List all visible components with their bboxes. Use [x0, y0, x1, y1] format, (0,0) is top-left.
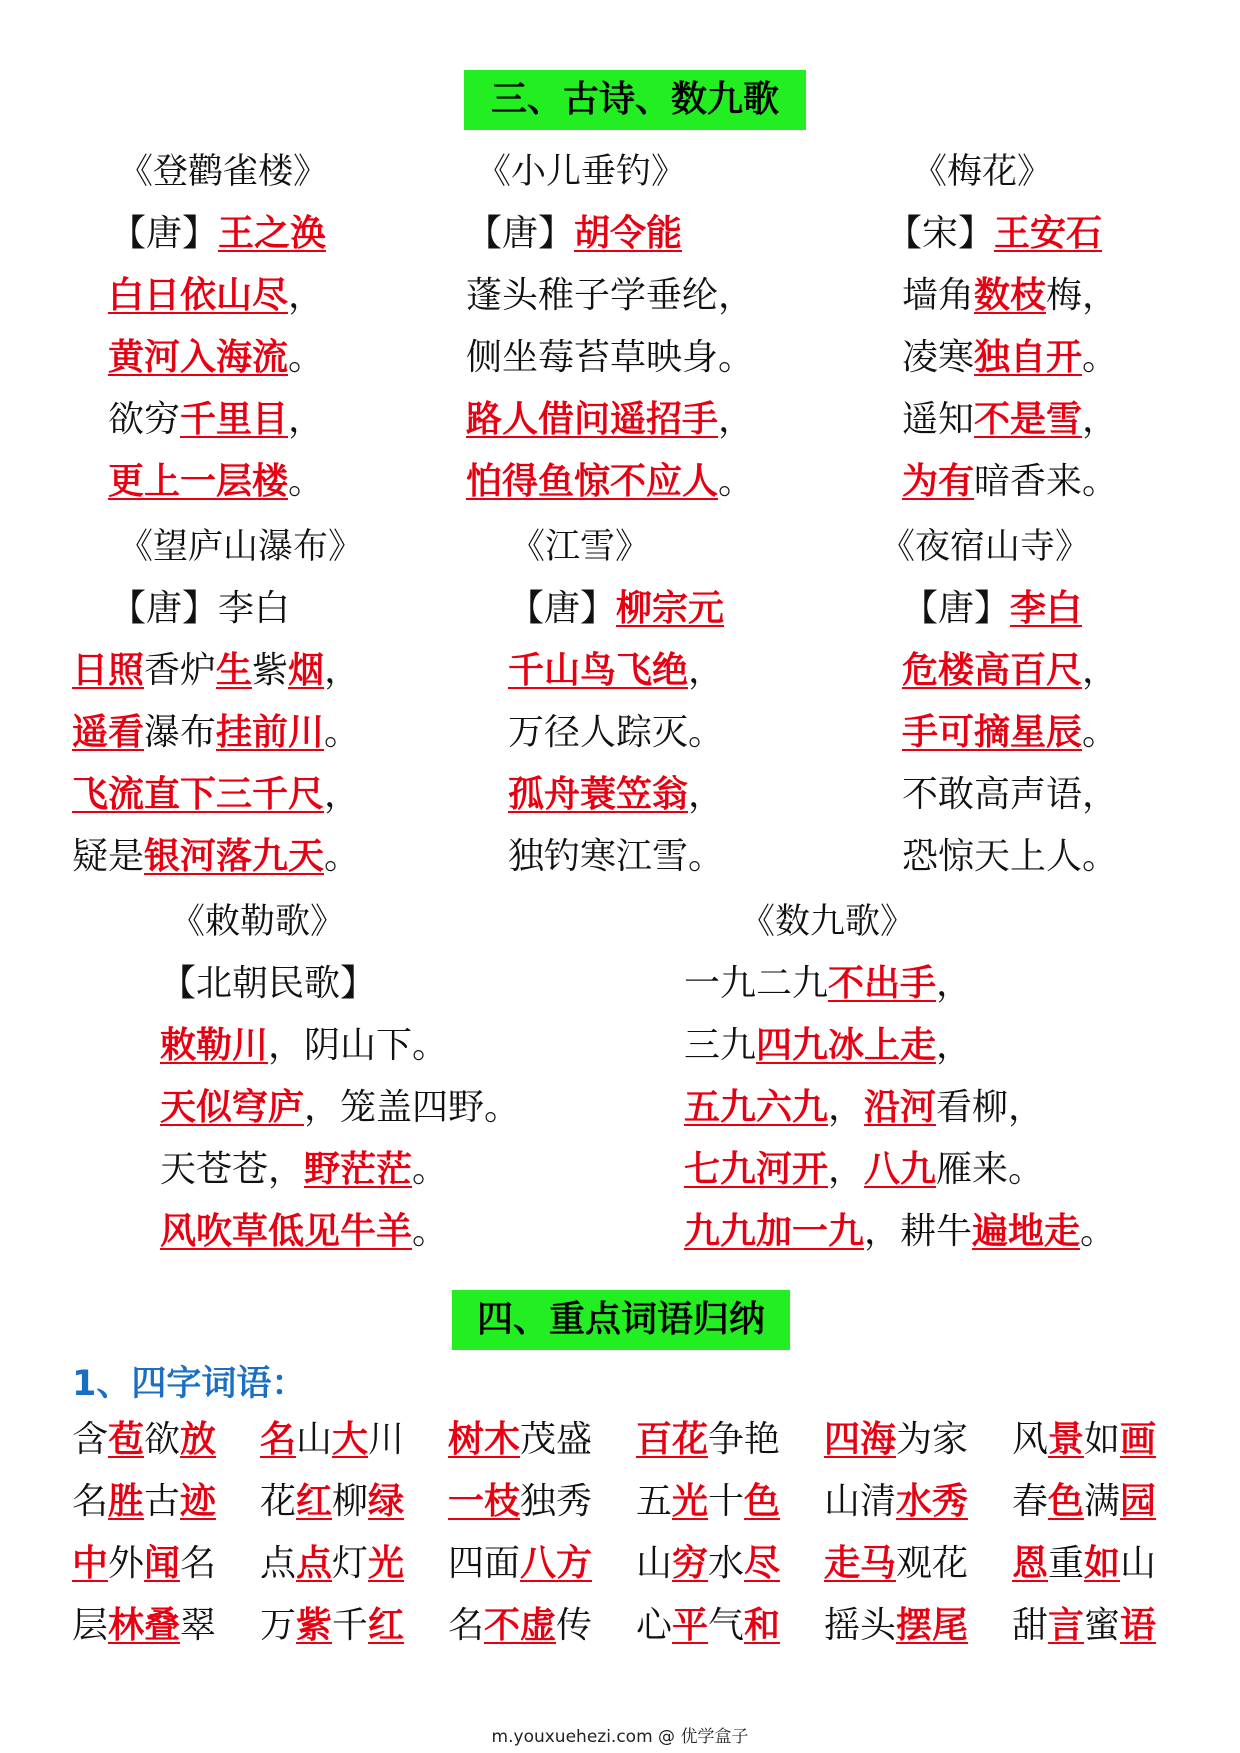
four-char-word — [636, 1480, 780, 1524]
four-char-word — [448, 1542, 592, 1586]
text-segment: 凌寒 — [902, 337, 975, 378]
text-segment: 独秀 — [520, 1481, 593, 1522]
four-char-word — [824, 1542, 968, 1586]
four-char-word — [1012, 1480, 1156, 1524]
highlight-text: 景 — [1048, 1419, 1085, 1460]
poem-line — [72, 835, 360, 879]
four-char-word — [72, 1480, 216, 1524]
highlight-text: 百花 — [636, 1419, 709, 1460]
poem-line — [72, 649, 360, 693]
highlight-text: 不出手 — [828, 963, 937, 1004]
highlight-text: 水秀 — [896, 1481, 969, 1522]
text-segment: ， — [688, 650, 725, 691]
highlight-text: 生 — [216, 650, 253, 691]
poem-line — [902, 274, 1118, 318]
section4-banner — [452, 1290, 790, 1350]
highlight-text: 日照 — [72, 650, 145, 691]
text-segment: 点 — [260, 1543, 297, 1584]
text-segment: 【唐】 — [902, 588, 1011, 629]
poem-line — [466, 398, 754, 442]
poem-line — [902, 649, 1118, 693]
four-char-word — [72, 1604, 216, 1648]
highlight-text: 手可摘星辰 — [902, 712, 1083, 753]
text-segment: 柳 — [332, 1481, 369, 1522]
poem-author — [466, 212, 682, 256]
highlight-text: 光 — [672, 1481, 709, 1522]
text-segment: 春 — [1012, 1481, 1049, 1522]
text-segment: 花 — [260, 1481, 297, 1522]
text-segment: 名 — [72, 1481, 109, 1522]
poem-line — [108, 398, 324, 442]
text-segment: 为家 — [896, 1419, 969, 1460]
subsection-four-char-words: 1、四字词语： — [72, 1364, 307, 1404]
poem-line — [902, 773, 1118, 817]
text-segment: 气 — [708, 1605, 745, 1646]
text-segment: 十 — [708, 1481, 745, 1522]
text-segment: 遥知 — [902, 399, 975, 440]
text-segment: ， — [718, 399, 755, 440]
text-segment: 。 — [1082, 712, 1119, 753]
highlight-text: 闻 — [144, 1543, 181, 1584]
highlight-text: 名 — [260, 1419, 297, 1460]
four-char-word — [260, 1542, 404, 1586]
four-char-word — [636, 1418, 780, 1462]
text-segment: ， — [936, 963, 973, 1004]
highlight-text: 语 — [1120, 1605, 1157, 1646]
text-segment: 疑是 — [72, 836, 145, 877]
highlight-text: 苞 — [108, 1419, 145, 1460]
four-char-word — [260, 1604, 404, 1648]
poem-title: 《望庐山瀑布》 — [118, 527, 364, 567]
highlight-text: 色 — [1048, 1481, 1085, 1522]
poem-line — [684, 962, 972, 1006]
text-segment: 。 — [324, 712, 361, 753]
poem-title: 《江雪》 — [510, 527, 651, 567]
poem-title: 《小儿垂钓》 — [476, 152, 687, 192]
highlight-text: 八方 — [520, 1543, 593, 1584]
text-segment: 【唐】 — [508, 588, 617, 629]
highlight-text: 中 — [72, 1543, 109, 1584]
text-segment: ， — [688, 774, 725, 815]
text-segment: ， — [828, 1149, 865, 1190]
text-segment: 蜜 — [1084, 1605, 1121, 1646]
text-segment: 天苍苍， — [160, 1149, 305, 1190]
poem-line — [160, 1148, 448, 1192]
four-char-word — [824, 1480, 968, 1524]
four-char-word — [824, 1418, 968, 1462]
highlight-text: 画 — [1120, 1419, 1157, 1460]
poem-title: 《敕勒歌》 — [170, 902, 346, 942]
highlight-text: 银河落九天 — [144, 836, 325, 877]
poem-author — [160, 962, 376, 1006]
highlight-text: 飞流直下三千尺 — [72, 774, 325, 815]
text-segment: 山 — [1120, 1543, 1157, 1584]
poem-author — [508, 587, 724, 631]
poem-line — [466, 274, 754, 318]
poem-line — [684, 1148, 1044, 1192]
poem-line — [684, 1024, 972, 1068]
text-segment: 传 — [556, 1605, 593, 1646]
highlight-text: 千里目 — [180, 399, 289, 440]
four-char-word — [1012, 1418, 1156, 1462]
poem-author — [886, 212, 1102, 256]
highlight-text: 四海 — [824, 1419, 897, 1460]
text-segment: 心 — [636, 1605, 673, 1646]
text-segment: 三九 — [684, 1025, 757, 1066]
text-segment: 【北朝民歌】 — [160, 963, 377, 1004]
highlight-text: 如 — [1084, 1543, 1121, 1584]
four-char-word — [260, 1480, 404, 1524]
text-segment: 层 — [72, 1605, 109, 1646]
text-segment: 欲穷 — [108, 399, 181, 440]
text-segment: 。 — [412, 1211, 449, 1252]
highlight-text: 黄河入海流 — [108, 337, 289, 378]
poem-author — [110, 587, 290, 631]
text-segment: 名 — [180, 1543, 217, 1584]
text-segment: 。 — [288, 461, 325, 502]
text-segment: 。 — [1080, 1211, 1117, 1252]
text-segment: 独钓寒江雪。 — [508, 836, 725, 877]
text-segment: 摇头 — [824, 1605, 897, 1646]
highlight-text: 恩 — [1012, 1543, 1049, 1584]
text-segment: 风 — [1012, 1419, 1049, 1460]
four-char-word — [636, 1604, 780, 1648]
poem-line — [684, 1210, 1116, 1254]
highlight-text: 摆尾 — [896, 1605, 969, 1646]
text-segment: 古 — [144, 1481, 181, 1522]
section4-title: 四、重点词语归纳 — [476, 1299, 765, 1340]
poem-line — [72, 711, 360, 755]
highlight-text: 危楼高百尺 — [902, 650, 1083, 691]
highlight-text: 红 — [296, 1481, 333, 1522]
poem-line — [466, 336, 754, 380]
highlight-text: 野茫茫 — [304, 1149, 413, 1190]
poem-line — [160, 1024, 448, 1068]
text-segment: 蓬头稚子学垂纶， — [466, 275, 755, 316]
text-segment: 。 — [718, 461, 755, 502]
highlight-text: 敕勒川 — [160, 1025, 269, 1066]
text-segment: 雁来。 — [936, 1149, 1045, 1190]
text-segment: 暗香来。 — [974, 461, 1119, 502]
text-segment: ， — [1082, 650, 1119, 691]
highlight-text: 四九冰上走 — [756, 1025, 937, 1066]
text-segment: 墙角 — [902, 275, 975, 316]
text-segment: 川 — [368, 1419, 405, 1460]
text-segment: 【唐】 — [110, 213, 219, 254]
highlight-text: 言 — [1048, 1605, 1085, 1646]
text-segment: ， — [324, 774, 361, 815]
highlight-text: 沿河 — [864, 1087, 937, 1128]
highlight-text: 五九六九 — [684, 1087, 829, 1128]
highlight-text: 林叠 — [108, 1605, 181, 1646]
four-char-word — [448, 1604, 592, 1648]
poem-line — [72, 773, 360, 817]
text-segment: 侧坐莓苔草映身。 — [466, 337, 755, 378]
text-segment: 。 — [1082, 337, 1119, 378]
highlight-text: 一枝 — [448, 1481, 521, 1522]
highlight-text: 点 — [296, 1543, 333, 1584]
text-segment: 翠 — [180, 1605, 217, 1646]
highlight-text: 大 — [332, 1419, 369, 1460]
highlight-text: 李白 — [1010, 588, 1083, 629]
text-segment: 茂盛 — [520, 1419, 593, 1460]
text-segment: 万 — [260, 1605, 297, 1646]
section3-title: 三、古诗、数九歌 — [490, 79, 779, 120]
text-segment: 五 — [636, 1481, 673, 1522]
highlight-text: 挂前川 — [216, 712, 325, 753]
text-segment: ， — [1082, 399, 1119, 440]
highlight-text: 路人借问遥招手 — [466, 399, 719, 440]
four-char-word — [1012, 1542, 1156, 1586]
text-segment: 看柳， — [936, 1087, 1045, 1128]
highlight-text: 为有 — [902, 461, 975, 502]
highlight-text: 九九加一九 — [684, 1211, 865, 1252]
highlight-text: 更上一层楼 — [108, 461, 289, 502]
highlight-text: 不是雪 — [974, 399, 1083, 440]
highlight-text: 树木 — [448, 1419, 521, 1460]
highlight-text: 数枝 — [974, 275, 1047, 316]
highlight-text: 色 — [744, 1481, 781, 1522]
highlight-text: 烟 — [288, 650, 325, 691]
text-segment: 恐惊天上人。 — [902, 836, 1119, 877]
poem-line — [108, 274, 324, 318]
poem-line — [160, 1210, 448, 1254]
text-segment: 观花 — [896, 1543, 969, 1584]
highlight-text: 和 — [744, 1605, 781, 1646]
highlight-text: 胜 — [108, 1481, 145, 1522]
text-segment: 灯 — [332, 1543, 369, 1584]
highlight-text: 胡令能 — [574, 213, 683, 254]
poem-title: 《数九歌》 — [740, 902, 916, 942]
poem-line — [902, 460, 1118, 504]
text-segment: 外 — [108, 1543, 145, 1584]
highlight-text: 红 — [368, 1605, 405, 1646]
highlight-text: 光 — [368, 1543, 405, 1584]
poem-line — [160, 1086, 520, 1130]
highlight-text: 怕得鱼惊不应人 — [466, 461, 719, 502]
text-segment: 山清 — [824, 1481, 897, 1522]
four-char-word — [448, 1480, 592, 1524]
highlight-text: 紫 — [296, 1605, 333, 1646]
poem-line — [108, 460, 324, 504]
highlight-text: 八九 — [864, 1149, 937, 1190]
text-segment: ， — [288, 275, 325, 316]
four-char-word — [636, 1542, 780, 1586]
highlight-text: 绿 — [368, 1481, 405, 1522]
four-char-word — [1012, 1604, 1156, 1648]
text-segment: 如 — [1084, 1419, 1121, 1460]
poem-line — [508, 649, 724, 693]
text-segment: 含 — [72, 1419, 109, 1460]
text-segment: 山 — [636, 1543, 673, 1584]
poem-line — [902, 835, 1118, 879]
text-segment: ， — [324, 650, 361, 691]
poem-line — [508, 773, 724, 817]
text-segment: 万径人踪灭。 — [508, 712, 725, 753]
text-segment: 瀑布 — [144, 712, 217, 753]
text-segment: 。 — [324, 836, 361, 877]
highlight-text: 遥看 — [72, 712, 145, 753]
poem-author — [902, 587, 1082, 631]
highlight-text: 遍地走 — [972, 1211, 1081, 1252]
highlight-text: 白日依山尽 — [108, 275, 289, 316]
text-segment: 不敢高声语， — [902, 774, 1119, 815]
four-char-word — [72, 1418, 216, 1462]
highlight-text: 柳宗元 — [616, 588, 725, 629]
highlight-text: 千山鸟飞绝 — [508, 650, 689, 691]
text-segment: 【唐】 — [466, 213, 575, 254]
poem-line — [508, 835, 724, 879]
four-char-word — [824, 1604, 968, 1648]
text-segment: ，耕牛 — [864, 1211, 973, 1252]
text-segment: 【唐】李白 — [110, 588, 291, 629]
poem-title: 《梅花》 — [912, 152, 1053, 192]
text-segment: 四面 — [448, 1543, 521, 1584]
text-segment: 千 — [332, 1605, 369, 1646]
text-segment: ，阴山下。 — [268, 1025, 449, 1066]
highlight-text: 迹 — [180, 1481, 217, 1522]
highlight-text: 不虚 — [484, 1605, 557, 1646]
text-segment: ，笼盖四野。 — [304, 1087, 521, 1128]
text-segment: ， — [936, 1025, 973, 1066]
four-char-word — [260, 1418, 404, 1462]
poem-title: 《登鹳雀楼》 — [118, 152, 329, 192]
text-segment: 甜 — [1012, 1605, 1049, 1646]
text-segment: 【宋】 — [886, 213, 995, 254]
section3-banner — [464, 70, 806, 130]
text-segment: 梅， — [1046, 275, 1119, 316]
text-segment: ， — [288, 399, 325, 440]
highlight-text: 孤舟蓑笠翁 — [508, 774, 689, 815]
text-segment: 一九二九 — [684, 963, 829, 1004]
four-char-word — [72, 1542, 216, 1586]
text-segment: 欲 — [144, 1419, 181, 1460]
text-segment: 争艳 — [708, 1419, 781, 1460]
text-segment: 满 — [1084, 1481, 1121, 1522]
text-segment: 水 — [708, 1543, 745, 1584]
poem-line — [684, 1086, 1044, 1130]
poem-line — [902, 398, 1118, 442]
poem-line — [902, 711, 1118, 755]
highlight-text: 园 — [1120, 1481, 1157, 1522]
text-segment: ， — [828, 1087, 865, 1128]
highlight-text: 走马 — [824, 1543, 897, 1584]
highlight-text: 独自开 — [974, 337, 1083, 378]
highlight-text: 穷 — [672, 1543, 709, 1584]
highlight-text: 尽 — [744, 1543, 781, 1584]
text-segment: 山 — [296, 1419, 333, 1460]
highlight-text: 王之涣 — [218, 213, 327, 254]
highlight-text: 平 — [672, 1605, 709, 1646]
footer-watermark: m.youxuehezi.com @ 优学盒子 — [491, 1727, 749, 1747]
text-segment: 。 — [412, 1149, 449, 1190]
poem-line — [902, 336, 1118, 380]
poem-line — [466, 460, 754, 504]
text-segment: 名 — [448, 1605, 485, 1646]
four-char-word — [448, 1418, 592, 1462]
text-segment: 重 — [1048, 1543, 1085, 1584]
text-segment: 香炉 — [144, 650, 217, 691]
poem-line — [108, 336, 324, 380]
text-segment: 。 — [288, 337, 325, 378]
highlight-text: 王安石 — [994, 213, 1103, 254]
highlight-text: 七九河开 — [684, 1149, 829, 1190]
highlight-text: 天似穹庐 — [160, 1087, 305, 1128]
poem-line — [508, 711, 724, 755]
poem-author — [110, 212, 326, 256]
text-segment: 紫 — [252, 650, 289, 691]
poem-title: 《夜宿山寺》 — [880, 527, 1091, 567]
highlight-text: 风吹草低见牛羊 — [160, 1211, 413, 1252]
highlight-text: 放 — [180, 1419, 217, 1460]
